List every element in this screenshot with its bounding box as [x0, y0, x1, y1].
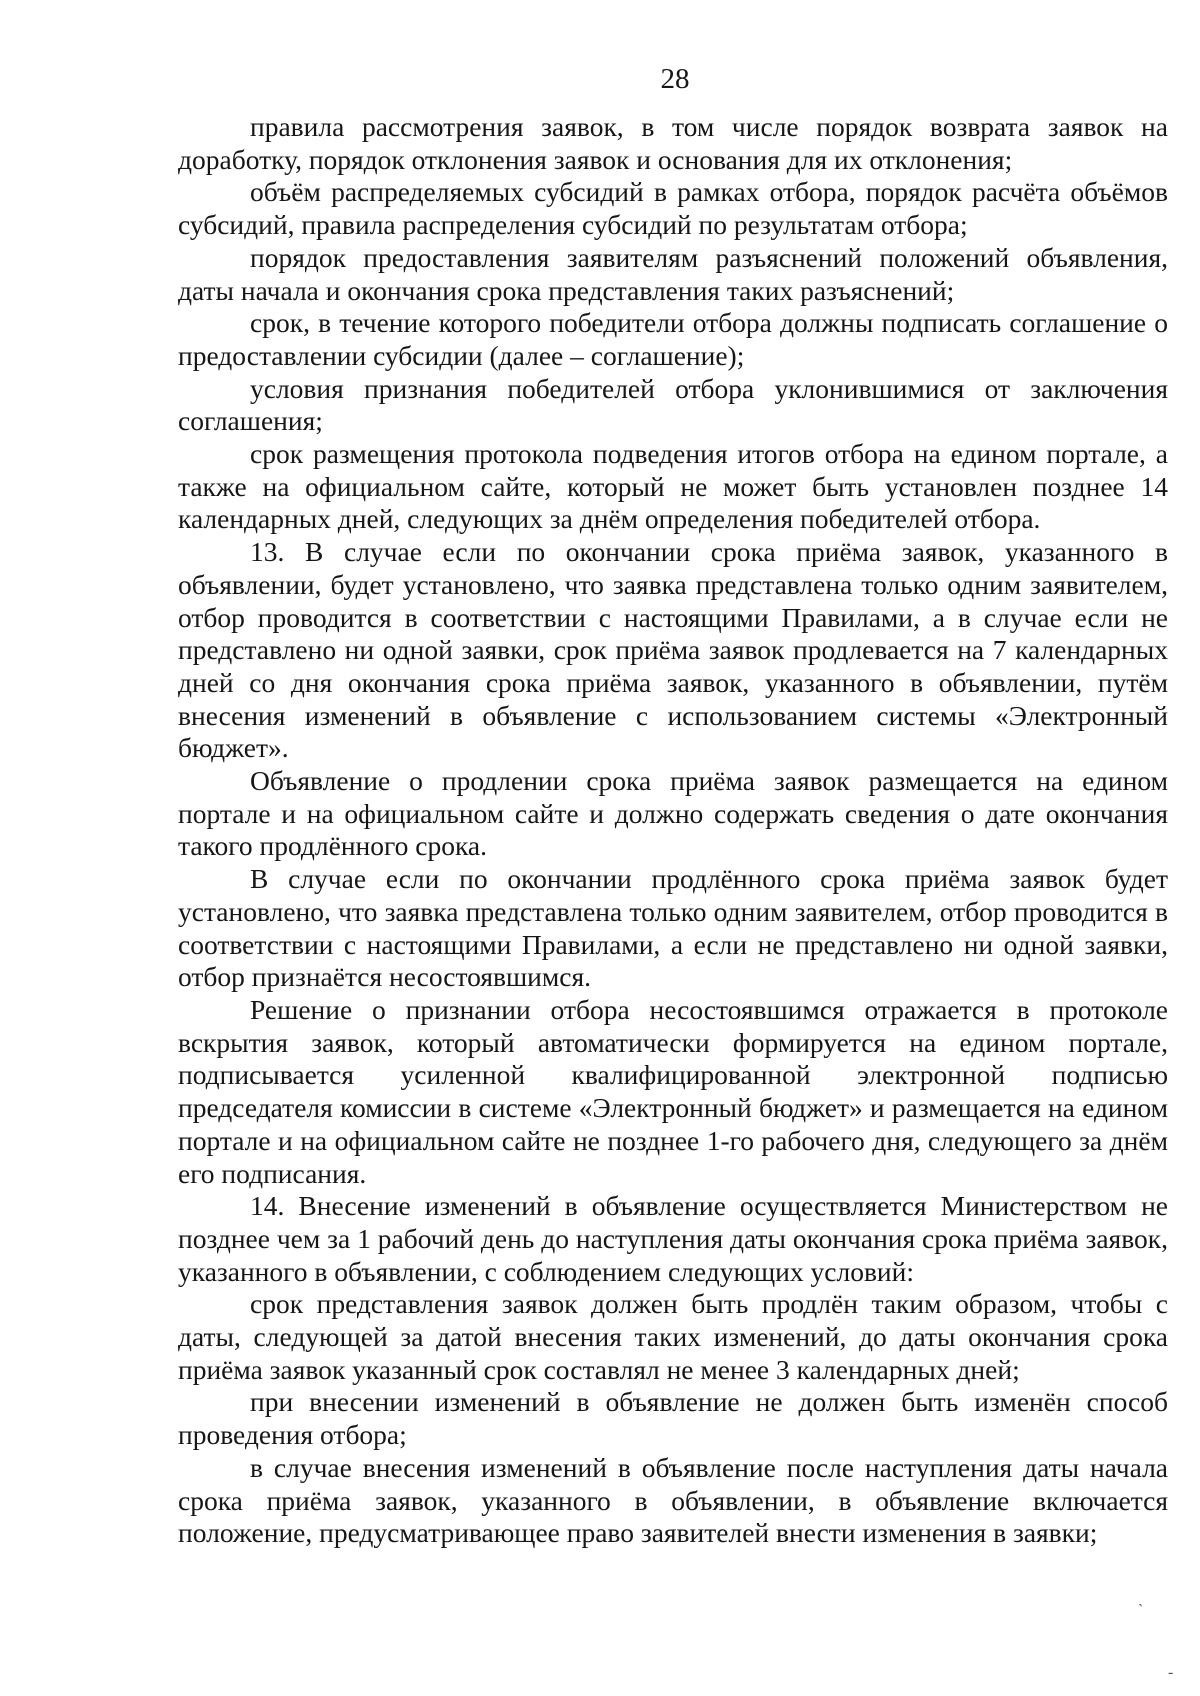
scan-mark: - — [1168, 1664, 1174, 1681]
paragraph: при внесении изменений в объявление не должен быть изменён способ проведения отбора; — [178, 1386, 1168, 1451]
paragraph: срок размещения протокола подведения итогов отбора на едином портале, а также на официальном сайте, который не может быть установлен позднее 14 календарных дней, следующих за днём определения победителей отбора. — [178, 438, 1168, 535]
paragraph: правила рассмотрения заявок, в том числе порядок возврата заявок на доработку, порядок отклонения заявок и основания для их отклонения; — [178, 111, 1168, 175]
paragraph: в случае внесения изменений в объявление после наступления даты начала срока приёма заявок, указанного в объявлении, в объявление включается положение, предусматривающее право заявителей внести изменения в заявки; — [178, 1451, 1168, 1549]
paragraph: условия признания победителей отбора уклонившимися от заключения соглашения; — [178, 372, 1168, 437]
paragraph: Решение о признании отбора несостоявшимся отражается в протоколе вскрытия заявок, который автоматически формируется на едином портале, подписывается усиленной квалифицированной электронной подписью председателя комиссии в системе «Электронный бюджет» и размещается на едином портале и на официальном сайте не позднее 1-го рабочего дня, следующего за днём его подписания. — [178, 993, 1168, 1189]
paragraph: срок, в течение которого победители отбора должны подписать соглашение о предоставлении субсидии (далее – соглашение); — [178, 307, 1168, 371]
paragraph: объём распределяемых субсидий в рамках отбора, порядок расчёта объёмов субсидий, правила распределения субсидий по результатам отбора; — [178, 176, 1168, 241]
paragraph: срок представления заявок должен быть продлён таким образом, чтобы с даты, следующей за датой внесения таких изменений, до даты окончания срока приёма заявок указанный срок составлял не менее 3 календарных дней; — [178, 1288, 1168, 1385]
page-number: 28 — [660, 63, 690, 95]
paragraph-section-14: 14. Внесение изменений в объявление осуществляется Министерством не позднее чем за 1 рабочий день до наступления даты окончания срока приёма заявок, указанного в объявлении, с соблюдением следующих условий: — [178, 1190, 1168, 1287]
document-body — [178, 111, 1168, 1550]
paragraph-section-13: 13. В случае если по окончании срока приёма заявок, указанного в объявлении, будет установлено, что заявка представлена только одним заявителем, отбор проводится в соответствии с настоящими Правилами, а в случае если не представлено ни одной заявки, срок приёма заявок продлевается на 7 календарных дней со дня окончания срока приёма заявок, указанного в объявлении, путём внесения изменений в объявление с использованием системы «Электронный бюджет». — [178, 536, 1168, 764]
paragraph: Объявление о продлении срока приёма заявок размещается на едином портале и на официальном сайте и должно содержать сведения о дате окончания такого продлённого срока. — [178, 765, 1168, 862]
paragraph: В случае если по окончании продлённого срока приёма заявок будет установлено, что заявка представлена только одним заявителем, отбор проводится в соответствии с настоящими Правилами, а если не представлено ни одной заявки, отбор признаётся несостоявшимся. — [178, 863, 1168, 993]
scan-mark: ` — [1138, 1602, 1144, 1619]
paragraph: порядок предоставления заявителям разъяснений положений объявления, даты начала и окончания срока представления таких разъяснений; — [178, 241, 1168, 306]
